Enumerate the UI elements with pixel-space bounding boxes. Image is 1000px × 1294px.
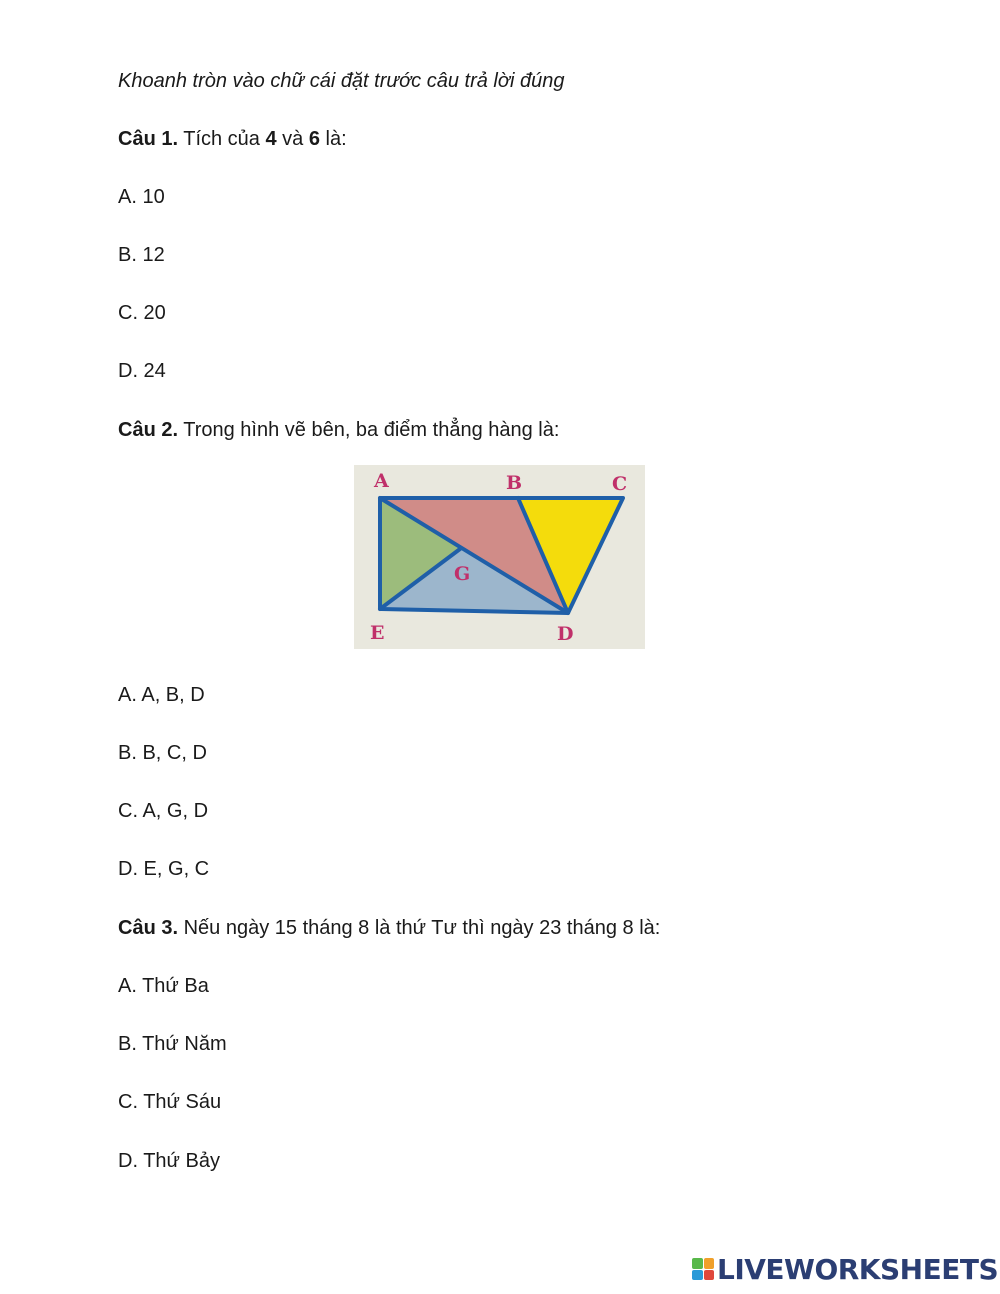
logo-text: LIVEWORKSHEETS bbox=[717, 1252, 999, 1286]
question-2-text: Trong hình vẽ bên, ba điểm thẳng hàng là: bbox=[178, 419, 560, 441]
question-1-label: Câu 1. bbox=[118, 128, 179, 150]
question-1-text-c: là: bbox=[319, 128, 347, 150]
point-label-b: B bbox=[506, 472, 523, 494]
question-1-option-c[interactable]: C. 20 bbox=[118, 302, 166, 324]
logo-mark-icon bbox=[692, 1258, 714, 1280]
question-3 bbox=[118, 916, 660, 940]
question-2-option-d[interactable]: D. E, G, C bbox=[118, 858, 210, 880]
question-2 bbox=[118, 418, 559, 442]
question-3-option-d[interactable]: D. Thứ Bảy bbox=[118, 1150, 220, 1172]
question-2-option-b[interactable]: B. B, C, D bbox=[118, 742, 207, 764]
question-1-number-a: 4 bbox=[265, 128, 277, 150]
question-1-number-b: 6 bbox=[308, 128, 320, 150]
instruction: Khoanh tròn vào chữ cái đặt trước câu trả lời đúng bbox=[118, 70, 565, 92]
question-1 bbox=[118, 127, 347, 151]
question-3-option-c[interactable]: C. Thứ Sáu bbox=[118, 1091, 222, 1113]
question-2-option-a[interactable]: A. A, B, D bbox=[118, 684, 205, 706]
point-label-c: C bbox=[612, 473, 628, 495]
question-2-label: Câu 2. bbox=[118, 419, 179, 441]
question-3-label: Câu 3. bbox=[118, 917, 179, 939]
point-label-e: E bbox=[370, 622, 385, 644]
question-1-text-b: và bbox=[276, 128, 309, 150]
point-label-a: A bbox=[374, 470, 389, 492]
question-3-text: Nếu ngày 15 tháng 8 là thứ Tư thì ngày 23 tháng 8 là: bbox=[178, 917, 661, 939]
question-3-option-b[interactable]: B. Thứ Năm bbox=[118, 1033, 227, 1055]
question-2-option-c[interactable]: C. A, G, D bbox=[118, 800, 209, 822]
question-1-option-d[interactable]: D. 24 bbox=[118, 360, 166, 382]
geometry-figure bbox=[354, 465, 645, 649]
point-label-d: D bbox=[557, 623, 574, 645]
liveworksheets-logo bbox=[692, 1254, 998, 1284]
question-3-option-a[interactable]: A. Thứ Ba bbox=[118, 975, 209, 997]
point-label-g: G bbox=[454, 563, 471, 585]
question-1-text-a: Tích của bbox=[178, 128, 266, 150]
question-1-option-b[interactable]: B. 12 bbox=[118, 244, 165, 266]
geometry-figure-svg bbox=[354, 465, 645, 649]
question-1-option-a[interactable]: A. 10 bbox=[118, 186, 165, 208]
